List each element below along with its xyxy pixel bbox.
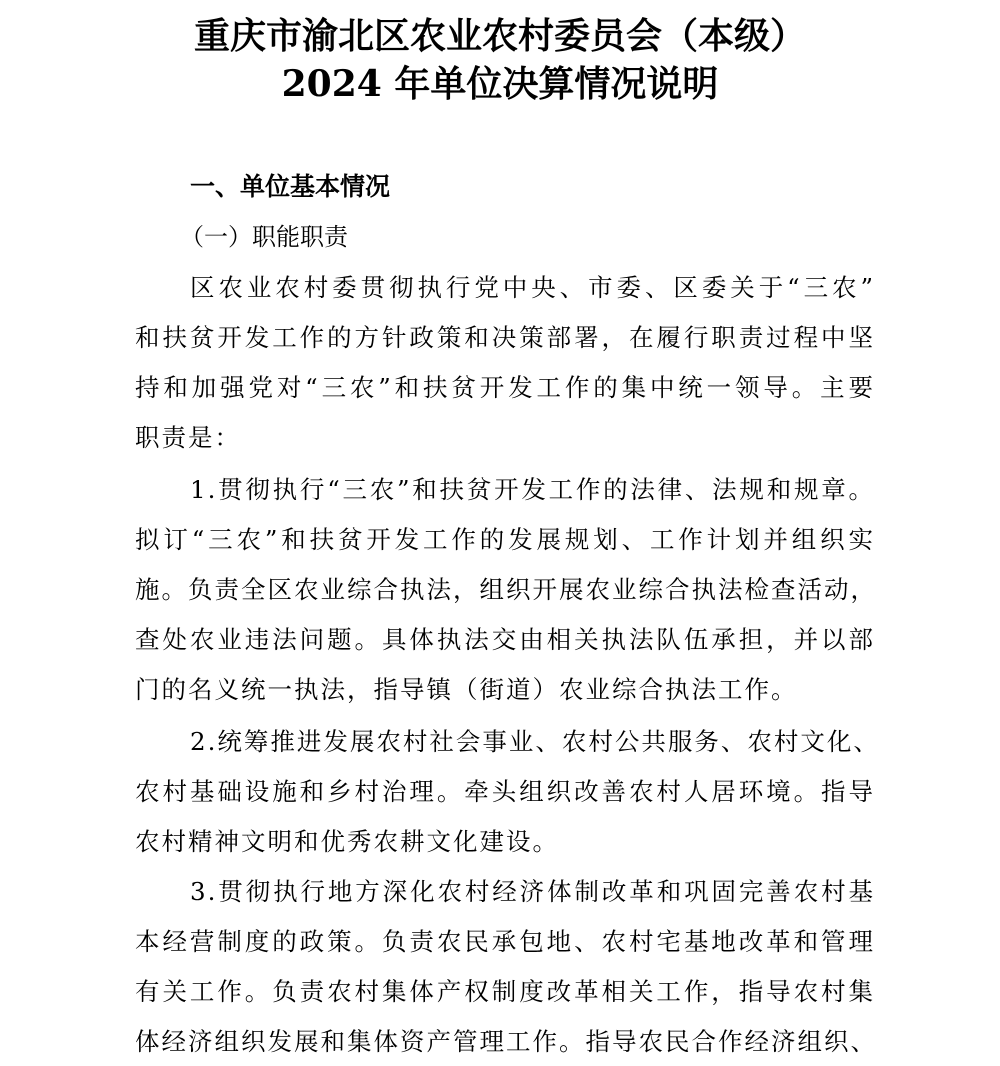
body-line: 和扶贫开发工作的方针政策和决策部署，在履行职责过程中坚 — [135, 323, 875, 352]
body-line: 本经营制度的政策。负责农民承包地、农村宅基地改革和管理 — [135, 927, 875, 956]
body-line: 1.贯彻执行“三农”和扶贫开发工作的法律、法规和规章。 — [190, 475, 875, 504]
document-title-line-2: 2024 年单位决算情况说明 — [281, 63, 719, 105]
body-line: 施。负责全区农业综合执法，组织开展农业综合执法检查活动， — [135, 575, 877, 604]
body-line: 农村精神文明和优秀农耕文化建设。 — [135, 827, 559, 856]
body-line: 查处农业违法问题。具体执法交由相关执法队伍承担，并以部 — [135, 625, 875, 654]
body-line: 有关工作。负责农村集体产权制度改革相关工作，指导农村集 — [135, 977, 875, 1006]
body-line: 职责是： — [135, 423, 241, 452]
body-line: 门的名义统一执法，指导镇（街道）农业综合执法工作。 — [135, 675, 798, 704]
body-line: 3.贯彻执行地方深化农村经济体制改革和巩固完善农村基 — [190, 877, 875, 906]
body-line: 2.统筹推进发展农村社会事业、农村公共服务、农村文化、 — [190, 727, 880, 756]
body-line: 农村基础设施和乡村治理。牵头组织改善农村人居环境。指导 — [135, 777, 875, 806]
body-line: 区农业农村委贯彻执行党中央、市委、区委关于“三农” — [190, 273, 875, 302]
section-heading: 一、单位基本情况 — [190, 172, 391, 201]
body-line: 拟订“三农”和扶贫开发工作的发展规划、工作计划并组织实 — [135, 525, 875, 554]
body-line: 持和加强党对“三农”和扶贫开发工作的集中统一领导。主要 — [135, 373, 875, 402]
document-title-line-1: 重庆市渝北区农业农村委员会（本级） — [193, 15, 806, 57]
subsection-heading: （一）职能职责 — [180, 223, 348, 251]
body-line: 体经济组织发展和集体资产管理工作。指导农民合作经济组织、 — [135, 1027, 877, 1056]
